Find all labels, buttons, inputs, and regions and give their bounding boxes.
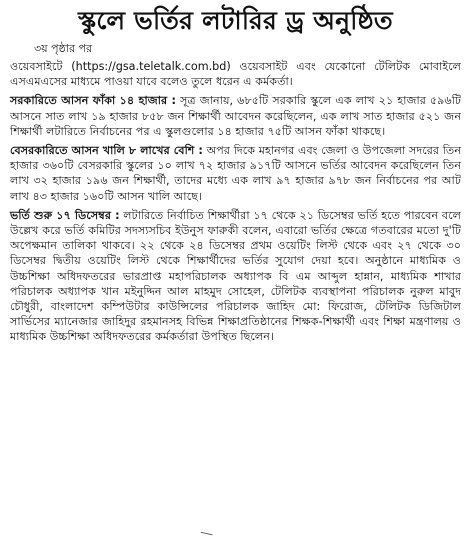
paragraph-private-seats <box>10 143 461 204</box>
paragraph-government-seats <box>10 93 461 139</box>
paragraph-text: অপর দিকে মহানগর এবং জেলা ও উপজেলা সদরের তিন হাজার ৩৬০টি বেসরকারি স্কুলের ১০ লাখ ৭২ হাজার ৯১৭টি আসনে ভর্তির আবেদন করেছিলেন তিন লাখ ৩২ হাজার ১৯৬ জন শিক্ষার্থী, তাদের মধ্যে এক লাখ ৯৭ হাজার ৯৭৮ জন নির্বাচনের পর আট লাখ ৪৩ হাজার ১৬০টি আসন খালি আছে। <box>10 144 461 203</box>
paragraph-text: ওয়েবসাইটে (https://gsa.teletalk.com.bd) ওয়েবসাইট এবং যেকোনো টেলিটক মোবাইলে এসএমএসের মাধ্যমে পাওয়া যাবে বলেও তুলে ধরেন এ কর্মকর্তা। <box>10 60 461 89</box>
paragraph-subhead: সরকারিতে আসন ফাঁকা ১৪ হাজার : <box>10 94 177 108</box>
continuation-note: ৩য় পৃষ্ঠার পর <box>34 42 93 55</box>
paragraph-intro <box>10 59 461 89</box>
paragraph-subhead: বেসরকারিতে আসন খালি ৮ লাখের বেশি : <box>10 144 203 158</box>
paragraph-admission-start <box>10 208 461 345</box>
paragraph-text: সূত্র জানায়, ৬৮৫টি সরকারি স্কুলে এক লাখ ২১ হাজার ৫৯৬টি আসনে সাত লাখ ১৯ হাজার ৮৫৮ জন শিক্ষার্থী আবেদন করেছিলেন, এক লাখ সাত হাজার ৫২১ জন শিক্ষার্থী লটারিতে নির্বাচনের পর এ স্কুলগুলোর ১৪ হাজার ৭৫টি আসন ফাঁকা থাকছে। <box>10 94 462 138</box>
paragraph-subhead: ভর্তি শুরু ১৭ ডিসেম্বর : <box>10 208 120 222</box>
headline: স্কুলে ভর্তির লটারির ড্র অনুষ্ঠিত <box>78 6 393 35</box>
scan-mark <box>199 532 212 541</box>
paragraph-text: লটারিতে নির্বাচিত শিক্ষার্থীরা ১৭ থেকে ২১ ডিসেম্বর ভর্তি হতে পারবেন বলে উল্লেখ করে ভর্তি কমিটির সদস্যসচিব ইউনুস ফারুকী বলেন, এবারো ভর্তির ক্ষেত্রে গতবারের মতো দু'টি অপেক্ষমান তালিকা থাকবে। ২২ থেকে ২৪ ডিসেম্বর প্রথম ওয়েটিং লিস্ট থেকে এবং ২৭ থেকে ৩০ ডিসেম্বর দ্বিতীয় ওয়েটিং লিস্ট থেকে শিক্ষার্থীদের ভর্তির সুযোগ দেয়া হবে। অনুষ্ঠানে মাধ্যমিক ও উচ্চশিক্ষা অধিদফতরের ভারপ্রাপ্ত মহাপরিচালক অধ্যাপক বি এম আব্দুল হান্নান, মাধ্যমিক শাখার পরিচালক অধ্যাপক খান মইনুদ্দিন আল মাহমুদ সোহেল, টেলিটক ব্যবস্থাপনা পরিচালক নুরুল মাবুদ চৌধুরী, বাংলাদেশ কম্পিউটার কাউন্সিলের পরিচালক জাহিদ মো: ফিরোজ, টেলিটক ডিজিটাল সার্ভিসের ম্যানেজার জাহিদুর রহমানসহ বিভিন্ন শিক্ষাপ্রতিষ্ঠানের শিক্ষক-শিক্ষার্থী এবং শিক্ষা মন্ত্রণালয় ও মাধ্যমিক উচ্চশিক্ষা অধিদফতরের কর্মকর্তারা উপস্থিত ছিলেন। <box>10 208 461 344</box>
